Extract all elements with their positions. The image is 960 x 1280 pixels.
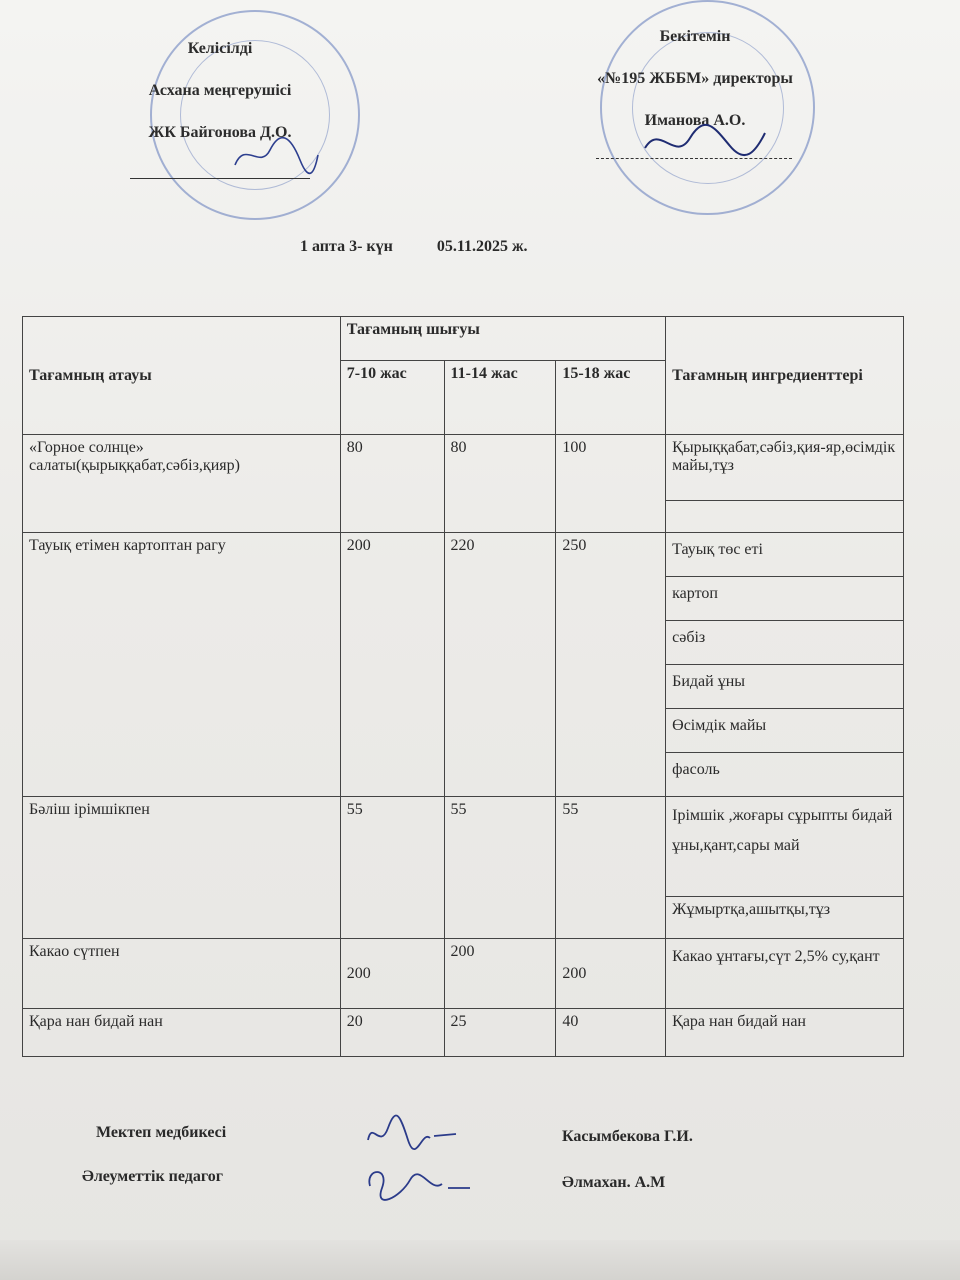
ingredient-cell: картоп xyxy=(666,577,904,621)
yield-cell: 55 xyxy=(340,797,444,939)
ingredient-cell: Тауық төс еті xyxy=(666,533,904,577)
dish-name-cell: Тауық етімен картоптан рагу xyxy=(23,533,341,797)
yield-cell: 55 xyxy=(444,797,556,939)
signature-scribble-right xyxy=(640,118,770,168)
yield-cell: 200 xyxy=(340,533,444,797)
nurse-role: Мектеп медбикесі xyxy=(96,1124,227,1141)
yield-cell: 55 xyxy=(556,797,666,939)
ingredient-cell: Қара нан бидай нан xyxy=(666,1009,904,1057)
ingredient-cell: Өсімдік майы xyxy=(666,709,904,753)
signature-scribble-left xyxy=(230,130,320,180)
yield-cell: 200 xyxy=(556,939,666,1009)
table-row xyxy=(23,435,904,501)
page-bottom-shadow xyxy=(0,1240,960,1280)
day-date-line xyxy=(300,238,568,256)
dish-name-cell: Қара нан бидай нан xyxy=(23,1009,341,1057)
approval-right-person: Иманова А.О. xyxy=(644,112,746,129)
ingredient-cell: Қырыққабат,сәбіз,қия-яр,өсімдік майы,тұз xyxy=(666,435,904,501)
approval-left-title: Келісілді xyxy=(187,40,253,57)
yield-cell: 200 xyxy=(340,939,444,1009)
nurse-name: Касымбекова Г.И. xyxy=(562,1128,693,1145)
header-age-15-18: 15-18 жас xyxy=(556,361,666,435)
yield-cell: 250 xyxy=(556,533,666,797)
nurse-signature xyxy=(360,1110,460,1160)
table-row xyxy=(23,797,904,897)
approval-left-position: Асхана меңгерушісі xyxy=(148,82,292,99)
approval-left-person: ЖК Байгонова Д.О. xyxy=(148,124,292,141)
table-header-row xyxy=(23,317,904,361)
ingredient-cell: сәбіз xyxy=(666,621,904,665)
header-yield: Тағамның шығуы xyxy=(340,317,665,361)
yield-cell: 100 xyxy=(556,435,666,533)
pedagog-name: Әлмахан. А.М xyxy=(562,1174,666,1191)
table-row xyxy=(23,939,904,1009)
approval-right-position: «№195 ЖББМ» директоры xyxy=(597,70,793,87)
header-ingredients: Тағамның ингредиенттері xyxy=(666,317,904,435)
yield-cell: 40 xyxy=(556,1009,666,1057)
ingredient-cell: Какао ұнтағы,сүт 2,5% су,қант xyxy=(666,939,904,1009)
yield-cell: 25 xyxy=(444,1009,556,1057)
ingredient-cell xyxy=(666,501,904,533)
ingredient-cell: Ірімшік ,жоғары сұрыпты бидай ұны,қант,сары май xyxy=(666,797,904,897)
dish-name-cell: Бәліш ірімшікпен xyxy=(23,797,341,939)
yield-cell: 200 xyxy=(444,939,556,1009)
yield-cell: 80 xyxy=(340,435,444,533)
yield-cell: 220 xyxy=(444,533,556,797)
ingredient-cell: фасоль xyxy=(666,753,904,797)
table-row xyxy=(23,1009,904,1057)
ingredient-cell: Жұмыртқа,ашытқы,тұз xyxy=(666,897,904,939)
week-day-label: 1 апта 3- күн xyxy=(300,238,393,255)
header-age-11-14: 11-14 жас xyxy=(444,361,556,435)
ingredient-cell: Бидай ұны xyxy=(666,665,904,709)
dish-name-cell: «Горное солнце» салаты(қырыққабат,сәбіз,қияр) xyxy=(23,435,341,533)
header-age-7-10: 7-10 жас xyxy=(340,361,444,435)
yield-cell: 20 xyxy=(340,1009,444,1057)
yield-cell: 80 xyxy=(444,435,556,533)
approval-right-title: Бекітемін xyxy=(659,28,731,45)
header-dish-name: Тағамның атауы xyxy=(23,317,341,435)
menu-date: 05.11.2025 ж. xyxy=(436,238,528,255)
menu-table xyxy=(22,316,904,1057)
table-row xyxy=(23,533,904,577)
dish-name-cell: Какао сүтпен xyxy=(23,939,341,1009)
pedagog-signature xyxy=(360,1158,475,1208)
pedagog-role: Әлеуметтік педагог xyxy=(82,1168,224,1185)
